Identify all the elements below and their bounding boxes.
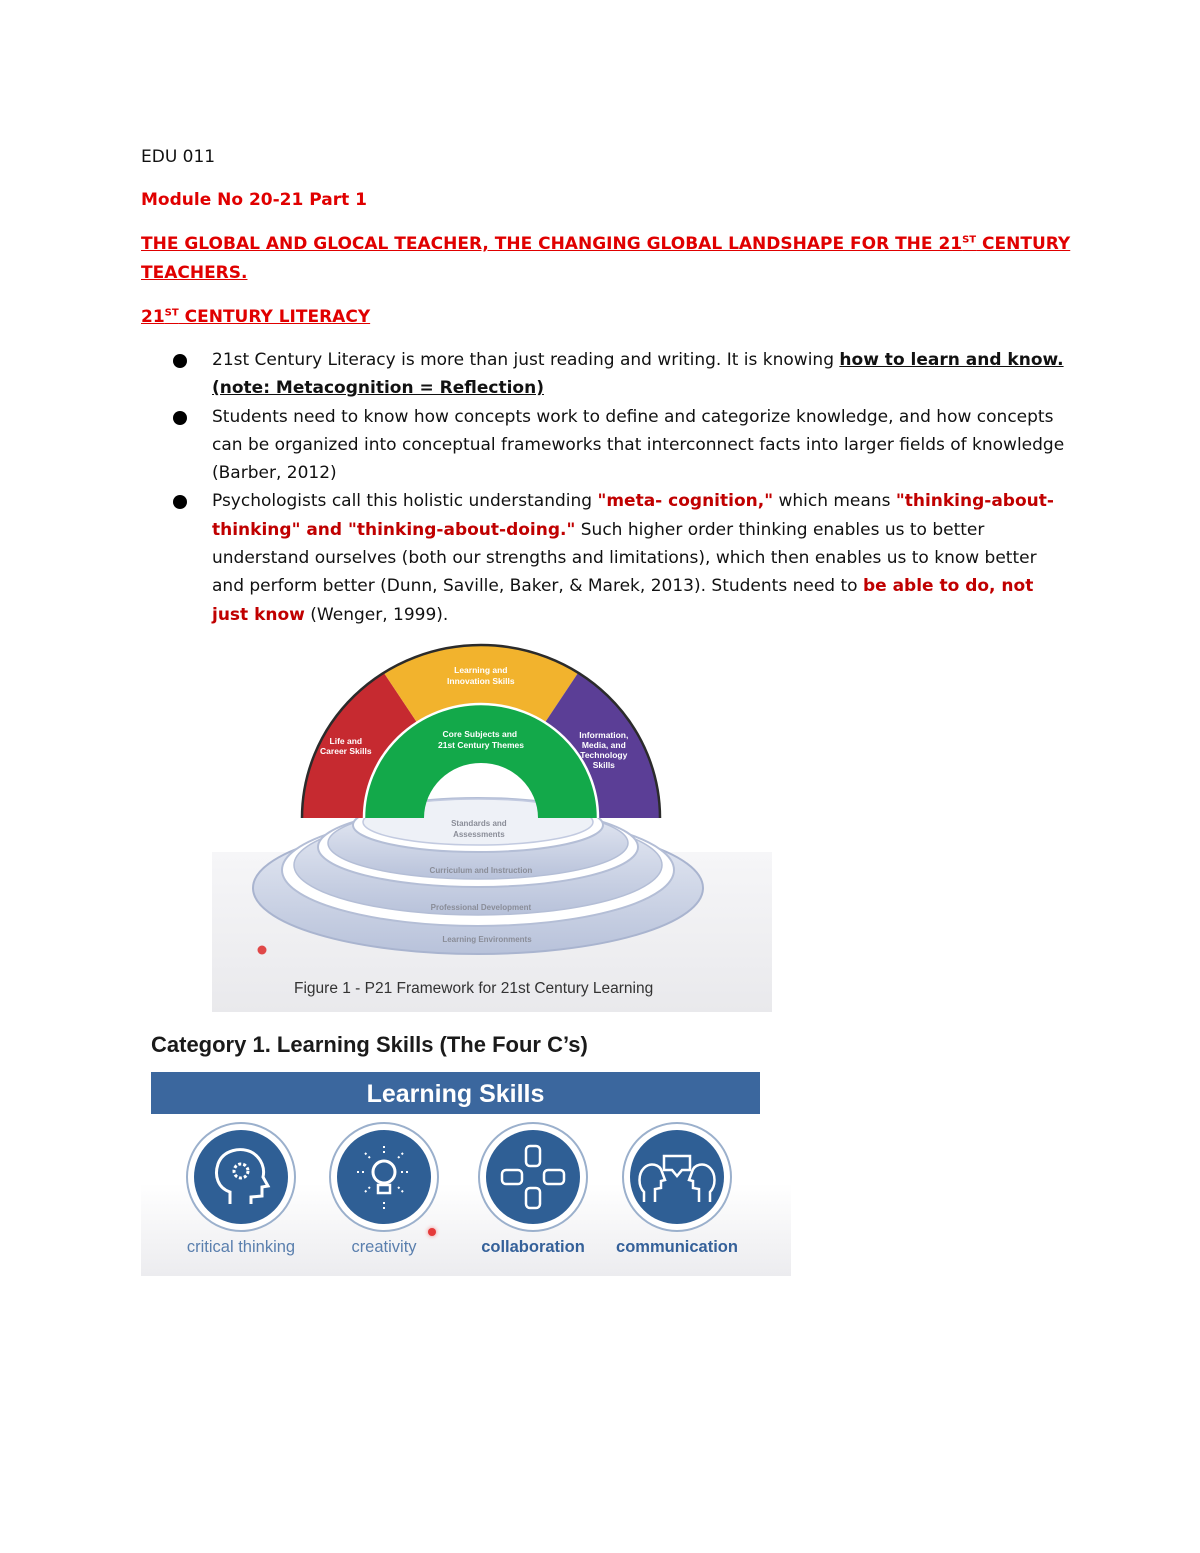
label-environments: Learning Environments: [442, 935, 532, 944]
label-standards-2: Assessments: [453, 830, 505, 839]
label-info-3: Technology: [580, 750, 628, 760]
figure-caption: Figure 1 - P21 Framework for 21st Century Learning: [294, 980, 654, 997]
head-gear-icon: [194, 1130, 288, 1224]
skill-circle: [329, 1122, 439, 1232]
label-standards-1: Standards and: [451, 819, 507, 828]
pointer-dot-icon: [258, 946, 267, 955]
label-learning-2: Innovation Skills: [447, 676, 515, 686]
section-heading: 21ST CENTURY LITERACY: [141, 307, 371, 327]
bullet-icon: [173, 495, 187, 509]
skill-label: communication: [616, 1238, 738, 1256]
skill-critical-thinking: [176, 1122, 306, 1257]
bullet-list: [173, 346, 1073, 629]
label-info-1: Information,: [579, 730, 629, 740]
skill-communication: [612, 1122, 742, 1257]
module-title: Module No 20-21 Part 1: [141, 190, 367, 210]
lightbulb-icon: [337, 1130, 431, 1224]
label-learning-1: Learning and: [454, 665, 508, 675]
list-item: Psychologists call this holistic understanding "meta- cognition," which means "thinking-about-thinking" and "thinking-about-doing." Such higher order thinking enables us to better understand ourselves (both our strengths and limitations), which then enables us to know better and perform better (Dunn, Saville, Baker, & Marek, 2013). Students need to be able to do, not just know (Wenger, 1999).: [173, 487, 1073, 628]
list-item: Students need to know how concepts work to define and categorize knowledge, and how concepts can be organized into conceptual frameworks that interconnect facts into larger fields of knowledge (Barber, 2012): [173, 403, 1073, 488]
skill-label: critical thinking: [186, 1238, 296, 1256]
bullet-icon: [173, 411, 187, 425]
label-life-2: Career Skills: [320, 746, 372, 756]
skill-creativity: [319, 1122, 449, 1257]
skill-circle: [186, 1122, 296, 1232]
main-heading-line1: THE GLOBAL AND GLOCAL TEACHER, THE CHANGING GLOBAL LANDSHAPE FOR THE 21ST CENTURY: [141, 234, 1071, 254]
skill-collaboration: [468, 1122, 598, 1257]
bullet-icon: [173, 354, 187, 368]
label-curriculum: Curriculum and Instruction: [429, 866, 533, 875]
skill-circle: [478, 1122, 588, 1232]
speech-heads-icon: [630, 1130, 724, 1224]
learning-skills-panel: [141, 1070, 791, 1276]
label-info-2: Media, and: [581, 740, 626, 750]
p21-framework-figure: [212, 640, 772, 1012]
learning-skills-banner: Learning Skills: [151, 1072, 760, 1114]
skill-label: collaboration: [481, 1238, 585, 1256]
skill-label: creativity: [351, 1238, 417, 1256]
hands-icon: [486, 1130, 580, 1224]
list-item: 21st Century Literacy is more than just reading and writing. It is knowing how to learn and know. (note: Metacognition = Reflection): [173, 346, 1073, 403]
label-info-4: Skills: [592, 760, 615, 770]
label-life-1: Life and: [329, 736, 363, 746]
course-code: EDU 011: [141, 147, 216, 167]
pointer-dot-icon: [428, 1228, 436, 1236]
p21-framework-diagram: [212, 640, 772, 1012]
skill-circle: [622, 1122, 732, 1232]
main-heading-line2: TEACHERS.: [141, 263, 248, 283]
label-core-2: 21st Century Themes: [438, 740, 524, 750]
label-core-1: Core Subjects and: [442, 729, 518, 739]
label-professional: Professional Development: [430, 903, 532, 912]
category-title: Category 1. Learning Skills (The Four C’s): [151, 1032, 588, 1057]
